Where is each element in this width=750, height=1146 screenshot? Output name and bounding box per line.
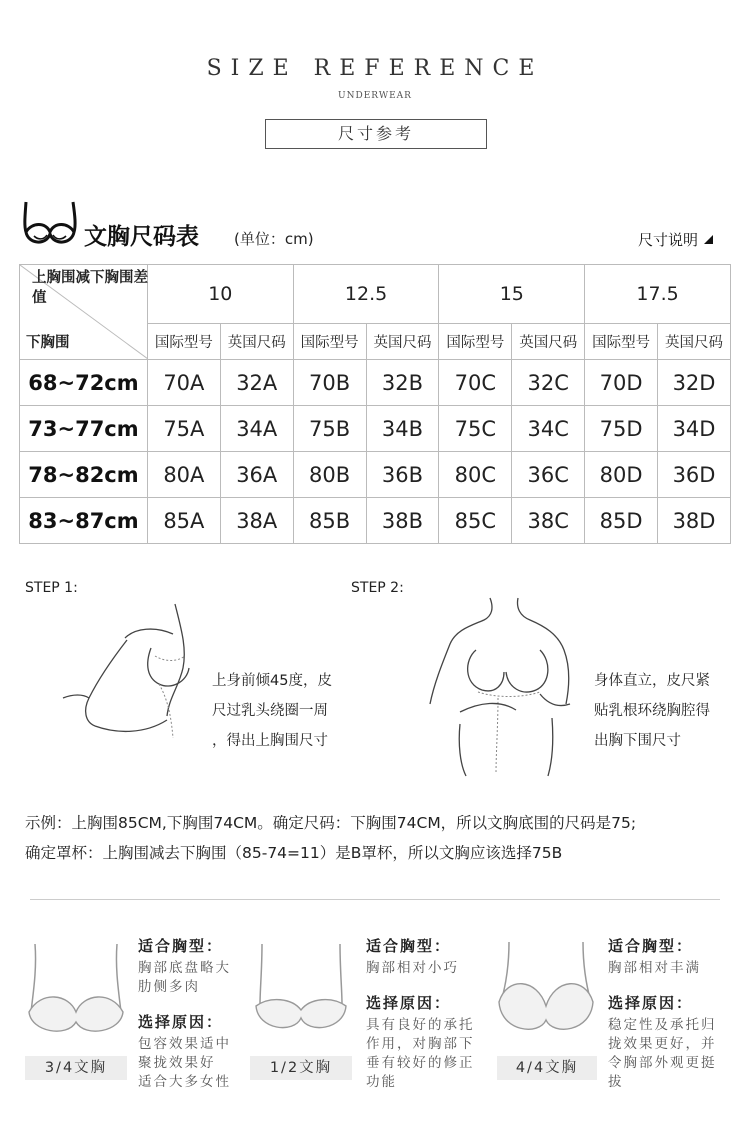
size-cell: 36B: [366, 452, 439, 498]
size-cell: 80C: [439, 452, 512, 498]
fit-line: 胸部相对丰满: [608, 960, 701, 976]
reason-line: 聚拢效果好: [138, 1055, 216, 1071]
step1-description: [212, 666, 332, 756]
size-cell: 75C: [439, 406, 512, 452]
size-cell: 38D: [658, 498, 731, 544]
reason-line: 令胸部外观更挺: [608, 1055, 717, 1071]
reason-title: 选择原因：: [366, 994, 452, 1012]
fit-title: 适合胸型：: [138, 937, 224, 955]
size-table-title: 文胸尺码表: [84, 224, 199, 250]
bra-34-illustration: [25, 940, 127, 1038]
sub-header: 英国尺码: [366, 324, 439, 360]
example-line-1: 示例：上胸围85CM,下胸围74CM。确定尺码：下胸围74CM，所以文胸底围的尺码是75;: [25, 814, 637, 832]
step2-line: 身体直立，皮尺紧: [594, 673, 710, 689]
size-cell: 34B: [366, 406, 439, 452]
size-cell: 34D: [658, 406, 731, 452]
size-cell: 32B: [366, 360, 439, 406]
step1-illustration: [55, 598, 205, 748]
step2-illustration: [420, 594, 590, 779]
sub-header: 英国尺码: [512, 324, 585, 360]
step1-line: 尺过乳头绕圈一周: [212, 703, 328, 719]
size-cell: 36C: [512, 452, 585, 498]
step2-label: STEP 2:: [351, 580, 404, 596]
section-divider: [30, 899, 720, 900]
sub-header: 国际型号: [147, 324, 220, 360]
cup-type-label: 1/2文胸: [250, 1056, 352, 1080]
cup-type-label: 3/4文胸: [25, 1056, 127, 1080]
size-cell: 80A: [147, 452, 220, 498]
example-block: [25, 808, 745, 868]
bra-logo-icon: [20, 200, 80, 246]
cup-type-label: 4/4文胸: [497, 1056, 597, 1080]
size-cell: 36A: [220, 452, 293, 498]
reason-line: 包容效果适中: [138, 1036, 231, 1052]
reason-line: 拔: [608, 1074, 624, 1090]
row-range: 83~87cm: [20, 498, 148, 544]
table-corner-cell: [20, 265, 148, 360]
page-title: SIZE REFERENCE: [206, 56, 544, 81]
diff-header: 12.5: [293, 265, 439, 324]
table-row: [20, 406, 731, 452]
size-cell: 85C: [439, 498, 512, 544]
size-cell: 75B: [293, 406, 366, 452]
cup-info: [366, 935, 491, 1092]
reason-title: 选择原因：: [608, 994, 694, 1012]
example-line-2: 确定罩杯：上胸围减去下胸围（85-74=11）是B罩杯，所以文胸应该选择75B: [25, 844, 563, 862]
corner-header-bottom: 下胸围: [26, 335, 70, 351]
diff-header: 10: [147, 265, 293, 324]
size-cell: 85D: [585, 498, 658, 544]
reason-line: 具有良好的承托: [366, 1017, 475, 1033]
diff-header: 15: [439, 265, 585, 324]
fit-line: 肋侧多肉: [138, 979, 200, 995]
reason-line: 功能: [366, 1074, 397, 1090]
reason-line: 垂有较好的修正: [366, 1055, 475, 1071]
fit-line: 胸部底盘略大: [138, 960, 231, 976]
reason-line: 适合大多女性: [138, 1074, 231, 1090]
corner-header-top: 上胸围减下胸围差值: [32, 270, 148, 306]
section-label-box: 尺寸参考: [265, 119, 487, 149]
reason-line: 作用，对胸部下: [366, 1036, 475, 1052]
size-cell: 38C: [512, 498, 585, 544]
size-cell: 70A: [147, 360, 220, 406]
table-row: [20, 498, 731, 544]
fit-title: 适合胸型：: [366, 937, 452, 955]
row-range: 73~77cm: [20, 406, 148, 452]
size-cell: 80D: [585, 452, 658, 498]
size-table-unit: (单位：cm): [234, 230, 314, 248]
table-row: [20, 452, 731, 498]
size-cell: 32D: [658, 360, 731, 406]
size-cell: 70C: [439, 360, 512, 406]
size-cell: 32A: [220, 360, 293, 406]
size-cell: 38B: [366, 498, 439, 544]
sub-header: 英国尺码: [658, 324, 731, 360]
size-cell: 34A: [220, 406, 293, 452]
cup-info: [608, 935, 733, 1092]
sub-header: 国际型号: [585, 324, 658, 360]
diff-header: 17.5: [585, 265, 731, 324]
cup-info: [138, 935, 248, 1092]
step1-line: ，得出上胸围尺寸: [212, 733, 328, 749]
page-subtitle: UNDERWEAR: [338, 91, 412, 101]
fit-title: 适合胸型：: [608, 937, 694, 955]
size-cell: 80B: [293, 452, 366, 498]
size-cell: 75D: [585, 406, 658, 452]
sub-header: 国际型号: [439, 324, 512, 360]
corner-arrow-icon: [703, 234, 714, 245]
step2-line: 贴乳根环绕胸腔得: [594, 703, 710, 719]
size-cell: 75A: [147, 406, 220, 452]
size-note-label: 尺寸说明: [638, 231, 699, 249]
size-cell: 85B: [293, 498, 366, 544]
sub-header: 英国尺码: [220, 324, 293, 360]
step2-line: 出胸下围尺寸: [594, 733, 681, 749]
fit-line: 胸部相对小巧: [366, 960, 459, 976]
size-cell: 32C: [512, 360, 585, 406]
bra-44-illustration: [495, 940, 597, 1038]
size-cell: 70D: [585, 360, 658, 406]
step1-line: 上身前倾45度，皮: [212, 673, 332, 689]
row-range: 68~72cm: [20, 360, 148, 406]
step2-description: [594, 666, 710, 756]
size-cell: 36D: [658, 452, 731, 498]
size-cell: 70B: [293, 360, 366, 406]
reason-line: 拢效果更好，并: [608, 1036, 717, 1052]
step1-label: STEP 1:: [25, 580, 78, 596]
row-range: 78~82cm: [20, 452, 148, 498]
reason-title: 选择原因：: [138, 1013, 224, 1031]
reason-line: 稳定性及承托归: [608, 1017, 717, 1033]
size-table: [19, 264, 731, 544]
size-cell: 85A: [147, 498, 220, 544]
size-note-link[interactable]: [638, 229, 714, 250]
size-cell: 38A: [220, 498, 293, 544]
table-row: [20, 360, 731, 406]
sub-header: 国际型号: [293, 324, 366, 360]
bra-12-illustration: [250, 940, 352, 1038]
size-cell: 34C: [512, 406, 585, 452]
